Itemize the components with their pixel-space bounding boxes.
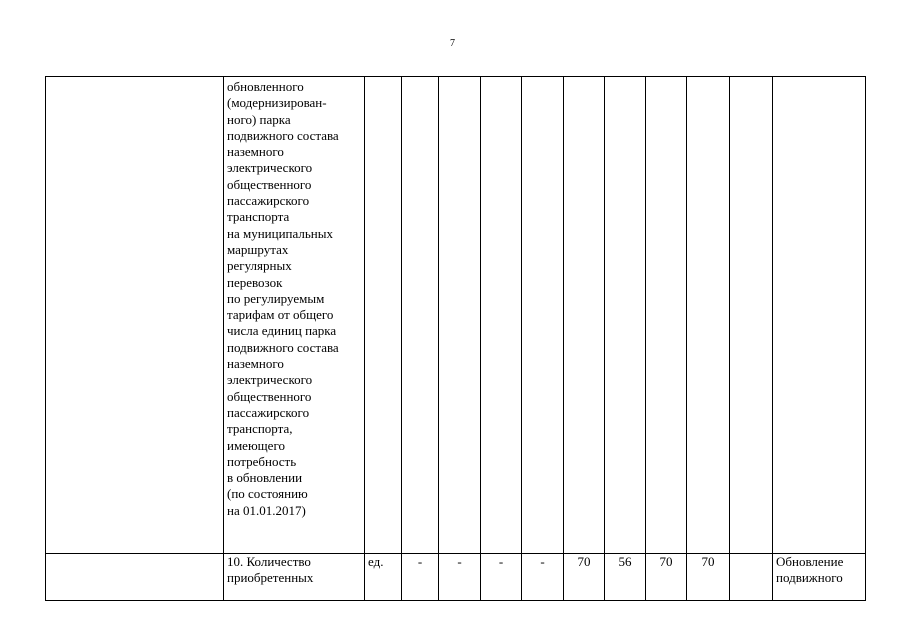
table-cell-blank (687, 77, 730, 554)
indicator-name-line: приобретенных (227, 570, 314, 586)
unit-cell: ед. (365, 554, 402, 601)
value-cell (730, 554, 773, 601)
description-line: электрического (227, 372, 313, 388)
value-cell: - (522, 554, 564, 601)
value-cell: 70 (687, 554, 730, 601)
description-line: (модернизирован- (227, 95, 327, 111)
description-line: общественного (227, 388, 312, 404)
value-cell: - (402, 554, 439, 601)
description-line: маршрутах (227, 241, 289, 257)
description-line: потребность (227, 453, 297, 469)
description-line: (по состоянию (227, 486, 308, 502)
table-row (46, 77, 866, 554)
table-cell-blank (730, 77, 773, 554)
description-line: транспорта (227, 209, 290, 225)
table-cell-blank (605, 77, 646, 554)
description-line: в обновлении (227, 470, 303, 486)
table-cell-blank (46, 554, 224, 601)
description-line: подвижного состава (227, 127, 339, 143)
indicators-table (45, 76, 866, 601)
description-line: электрического (227, 160, 313, 176)
table-cell-blank (522, 77, 564, 554)
description-line: перевозок (227, 274, 283, 290)
table-cell-blank (46, 77, 224, 554)
table-cell-blank (402, 77, 439, 554)
description-line: обновленного (227, 79, 304, 94)
description-line: на 01.01.2017) (227, 502, 306, 518)
description-line: наземного (227, 356, 284, 372)
table-cell-blank (564, 77, 605, 554)
description-line: пассажирского (227, 404, 310, 420)
description-line: регулярных (227, 258, 292, 274)
description-line: по регулируемым (227, 290, 325, 306)
description-line: ного) парка (227, 111, 291, 127)
value-cell: - (481, 554, 522, 601)
description-line: наземного (227, 144, 284, 160)
value-cell: - (439, 554, 481, 601)
value-cell: 70 (564, 554, 605, 601)
indicator-name-line: 10. Количество (227, 554, 311, 569)
description-line: пассажирского (227, 193, 310, 209)
description-line: транспорта, (227, 421, 293, 437)
description-line: общественного (227, 176, 312, 192)
description-line: числа единиц парка (227, 323, 337, 339)
table-row (46, 554, 866, 601)
description-line: имеющего (227, 437, 285, 453)
value-cell: 70 (646, 554, 687, 601)
table-cell-blank (439, 77, 481, 554)
indicator-name-cell (224, 554, 365, 601)
note-line: Обновление (776, 554, 844, 569)
description-line: тарифам от общего (227, 307, 334, 323)
page-number: 7 (450, 38, 455, 49)
indicator-description-cell (224, 77, 365, 554)
table-cell-blank (481, 77, 522, 554)
note-line: подвижного (776, 570, 843, 586)
description-line: на муниципальных (227, 225, 333, 241)
table-cell-blank (773, 77, 866, 554)
table-cell-blank (646, 77, 687, 554)
description-line: подвижного состава (227, 339, 339, 355)
value-cell: 56 (605, 554, 646, 601)
note-cell (773, 554, 866, 601)
table-cell-blank (365, 77, 402, 554)
